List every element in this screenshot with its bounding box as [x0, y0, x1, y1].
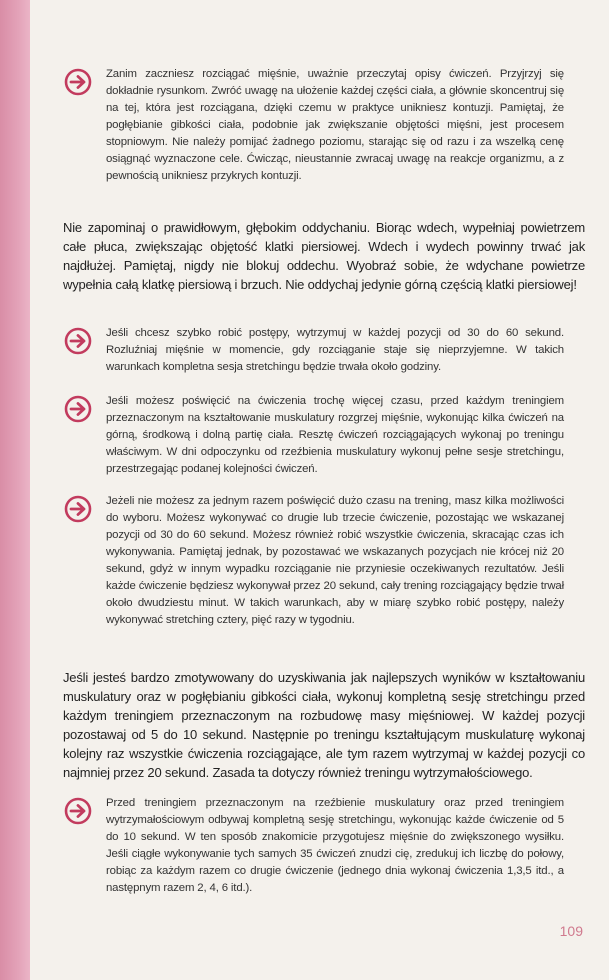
tip-text: Jeśli możesz poświęcić na ćwiczenia trochę więcej czasu, przed każdym treningiem przeznaczonym na kształtowanie muskulatury rozgrzej mięśnie, wykonując kilka ćwiczeń na górną, środkową i dolną partię ciała. Resztę ćwiczeń rozciągających wykonaj po treningu właściwym. W dni odpoczynku od rzeźbienia muskulatury wykonuj pełne sesje stretchingu, przestrzegając podanej kolejności ćwiczeń. — [106, 395, 564, 475]
tip-text: Jeżeli nie możesz za jednym razem poświęcić dużo czasu na trening, masz kilka możliwości do wyboru. Możesz wykonywać co drugie lub trzecie ćwiczenie, pozostając we wskazanej pozycji od 30 do 60 sekund. Możesz również robić wszystkie ćwiczenia, skracając czas ich wykonywania. Pamiętaj jednak, by pozostawać we wskazanych pozycjach nie krócej niż 20 sekund, gdyż w innym wypadku rozciąganie nie przyniesie oczekiwanych rezultatów. Jeśli każde ćwiczenie będziesz wykonywał przez 20 sekund, cały trening rozciągający będzie trwał około dwudziestu minut. W takich warunkach, aby w miarę szybko robić postępy, należy wykonywać stretching cztery, pięć razy w tygodniu. — [106, 495, 564, 626]
tip-block — [64, 66, 564, 185]
tip-block — [64, 325, 564, 376]
tip-text: Zanim zaczniesz rozciągać mięśnie, uważnie przeczytaj opisy ćwiczeń. Przyjrzyj się dokładnie rysunkom. Zwróć uwagę na ułożenie każdej części ciała, a głównie skoncentruj się na tej, która jest rozciągana, dzięki czemu w praktyce unikniesz kontuzji. Pamiętaj, że pogłębianie gibkości ciała, podobnie jak zwiększanie objętości mięśni, jest procesem stopniowym. Nie należy pomijać żadnego poziomu, starając się od razu i za wszelką cenę osiągnąć wyznaczone cele. Ćwicząc, nieustannie zwracaj uwagę na reakcje organizmu, a z pewnością unikniesz przykrych kontuzji. — [106, 68, 564, 182]
body-paragraph: Jeśli jesteś bardzo zmotywowany do uzyskiwania jak najlepszych wyników w kształtowaniu muskulatury oraz w pogłębianiu gibkości ciała, wykonuj kompletną sesję stretchingu przed każdym treningiem przeznaczonym na rozbudowę masy mięśniowej. W każdej pozycji pozostawaj od 5 do 10 sekund. Następnie po treningu kształtującym muskulaturę wykonaj kolejny raz wszystkie ćwiczenia rozciągające, ale tym razem wytrzymaj w każdej pozycji co najmniej przez 20 sekund. Zasada ta dotyczy również treningu wytrzymałościowego. — [63, 670, 585, 780]
tip-text: Przed treningiem przeznaczonym na rzeźbienie muskulatury oraz przed treningiem wytrzymałościowym odbywaj kompletną sesję stretchingu, wykonując każde ćwiczenie od 5 do 10 sekund. W ten sposób znakomicie przygotujesz mięśnie do zwiększonego wysiłku. Jeśli ciągłe wykonywanie tych samych 35 ćwiczeń znudzi cię, zredukuj ich liczbę do połowy, robiąc za każdym razem co drugie ćwiczenie (jednego dnia wykonaj ćwiczenia 1,3,5 itd., a następnym razem 2, 4, 6 itd.). — [106, 797, 564, 894]
tip-block — [64, 795, 564, 897]
arrow-right-circle-icon — [64, 495, 92, 523]
tip-block — [64, 393, 564, 478]
arrow-right-circle-icon — [64, 327, 92, 355]
body-paragraph: Nie zapominaj o prawidłowym, głębokim oddychaniu. Biorąc wdech, wypełniaj powietrzem całe płuca, zwiększając objętość klatki piersiowej. Wdech i wydech powinny trwać jak najdłużej. Pamiętaj, nigdy nie blokuj oddechu. Wyobraź sobie, że wdychane powietrze wypełnia całą klatkę piersiową i brzuch. Nie oddychaj jedynie górną częścią klatki piersiowej! — [63, 220, 585, 292]
arrow-right-circle-icon — [64, 797, 92, 825]
arrow-right-circle-icon — [64, 68, 92, 96]
page-number: 109 — [559, 923, 583, 939]
tip-text: Jeśli chcesz szybko robić postępy, wytrzymuj w każdej pozycji od 30 do 60 sekund. Rozluźniaj mięśnie w momencie, gdy rozciąganie staje się nieprzyjemne. W takich warunkach kompletna sesja stretchingu będzie trwała około godziny. — [106, 327, 564, 373]
tip-block — [64, 493, 564, 629]
arrow-right-circle-icon — [64, 395, 92, 423]
